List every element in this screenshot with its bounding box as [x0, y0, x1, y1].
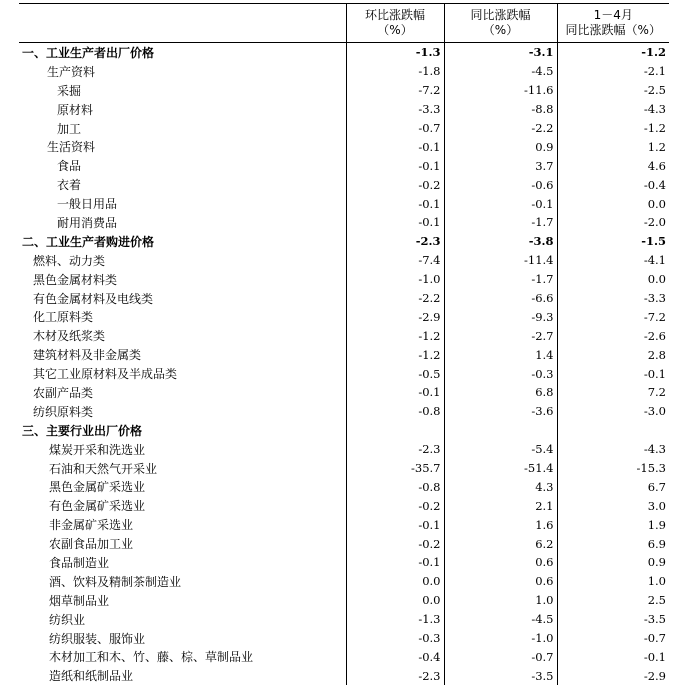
table-row	[19, 119, 669, 138]
yoy-value: -0.6	[444, 175, 557, 194]
header-yoy-unit: （%）	[482, 23, 519, 37]
row-label: 农副食品加工业	[49, 537, 134, 552]
ytd-value: -3.5	[557, 610, 669, 629]
yoy-value: 1.0	[444, 591, 557, 610]
row-label: 纺织服装、服饰业	[49, 631, 146, 646]
ytd-value: -1.2	[557, 43, 669, 62]
table-row	[19, 194, 669, 213]
ytd-value: 2.5	[557, 591, 669, 610]
table-row	[19, 175, 669, 194]
header-ytd-title: 同比涨跌幅（%）	[565, 23, 661, 37]
row-label: 农副产品类	[33, 385, 94, 400]
row-label: 食品制造业	[49, 555, 110, 570]
row-label: 原材料	[57, 102, 94, 117]
ytd-value: -0.1	[557, 364, 669, 383]
mom-value: -0.1	[346, 383, 444, 402]
table-row	[19, 232, 669, 251]
row-label: 纺织业	[49, 612, 86, 627]
table-row	[19, 534, 669, 553]
row-label: 造纸和纸制品业	[49, 669, 134, 684]
mom-value: -1.0	[346, 270, 444, 289]
ytd-value: -3.3	[557, 289, 669, 308]
yoy-value: -3.1	[444, 43, 557, 62]
table-row	[19, 553, 669, 572]
table-row	[19, 345, 669, 364]
header-ytd-period: 1－4月	[593, 8, 633, 22]
row-label: 黑色金属矿采选业	[49, 480, 146, 495]
row-label: 石油和天然气开采业	[49, 461, 158, 476]
row-label: 烟草制品业	[49, 593, 110, 608]
table-row	[19, 289, 669, 308]
ytd-value: 1.2	[557, 137, 669, 156]
row-label: 三、主要行业出厂价格	[22, 423, 143, 438]
table-row	[19, 572, 669, 591]
ytd-value: -0.1	[557, 648, 669, 667]
ytd-value: 0.0	[557, 270, 669, 289]
yoy-value: -1.0	[444, 629, 557, 648]
mom-value: -0.8	[346, 477, 444, 496]
mom-value: -2.3	[346, 440, 444, 459]
ytd-value: -2.1	[557, 62, 669, 81]
yoy-value: 1.6	[444, 515, 557, 534]
header-mom-unit: （%）	[377, 23, 413, 37]
mom-value: -0.2	[346, 534, 444, 553]
ytd-value: -0.4	[557, 175, 669, 194]
yoy-value: -1.7	[444, 270, 557, 289]
ytd-value: 6.9	[557, 534, 669, 553]
yoy-value: 2.1	[444, 496, 557, 515]
mom-value: -1.2	[346, 345, 444, 364]
yoy-value: -5.4	[444, 440, 557, 459]
ytd-value: 1.0	[557, 572, 669, 591]
yoy-value: -4.5	[444, 62, 557, 81]
row-label: 木材加工和木、竹、藤、棕、草制品业	[49, 650, 254, 665]
row-label: 衣着	[57, 178, 82, 193]
mom-value: -0.5	[346, 364, 444, 383]
row-label: 建筑材料及非金属类	[33, 348, 142, 363]
yoy-value: 4.3	[444, 477, 557, 496]
header-mom-change	[346, 4, 444, 43]
yoy-value: -8.8	[444, 100, 557, 119]
table-row	[19, 62, 669, 81]
mom-value: -0.1	[346, 515, 444, 534]
ytd-value: 6.7	[557, 477, 669, 496]
row-label: 有色金属矿采选业	[49, 499, 146, 514]
table-row	[19, 137, 669, 156]
mom-value: -1.2	[346, 326, 444, 345]
row-label: 燃料、动力类	[33, 253, 106, 268]
table-body	[19, 43, 669, 685]
table-row	[19, 326, 669, 345]
header-yoy-change	[444, 4, 557, 43]
mom-value: -7.2	[346, 81, 444, 100]
ytd-value: -4.3	[557, 100, 669, 119]
mom-value: -0.2	[346, 496, 444, 515]
table-row	[19, 610, 669, 629]
header-mom-title: 环比涨跌幅	[364, 8, 425, 22]
yoy-value: -2.7	[444, 326, 557, 345]
mom-value: -1.3	[346, 610, 444, 629]
yoy-value: -11.4	[444, 251, 557, 270]
table-row	[19, 383, 669, 402]
row-label: 木材及纸浆类	[33, 329, 106, 344]
row-label: 煤炭开采和洗选业	[49, 442, 146, 457]
yoy-value: -9.3	[444, 307, 557, 326]
table-row	[19, 364, 669, 383]
yoy-value: 3.7	[444, 156, 557, 175]
yoy-value: 1.4	[444, 345, 557, 364]
table-row	[19, 648, 669, 667]
ytd-value: -4.3	[557, 440, 669, 459]
ytd-value: -7.2	[557, 307, 669, 326]
mom-value: -2.3	[346, 666, 444, 685]
row-label: 纺织原料类	[33, 404, 94, 419]
row-label: 非金属矿采选业	[49, 518, 134, 533]
mom-value: -0.2	[346, 175, 444, 194]
yoy-value: -2.2	[444, 119, 557, 138]
table-row	[19, 440, 669, 459]
row-label: 生产资料	[47, 64, 96, 79]
ytd-value: 7.2	[557, 383, 669, 402]
table-row	[19, 477, 669, 496]
row-label: 一般日用品	[57, 197, 118, 212]
row-label: 黑色金属材料类	[33, 272, 118, 287]
table-row	[19, 459, 669, 478]
mom-value: -0.7	[346, 119, 444, 138]
table-row	[19, 421, 669, 440]
row-label: 食品	[57, 159, 82, 174]
table-row	[19, 515, 669, 534]
row-label: 采掘	[57, 83, 82, 98]
ytd-value: 3.0	[557, 496, 669, 515]
yoy-value	[444, 421, 557, 440]
ytd-value: 0.0	[557, 194, 669, 213]
ytd-value: -1.2	[557, 119, 669, 138]
table-row	[19, 629, 669, 648]
table-header-row	[19, 4, 669, 43]
ytd-value: -4.1	[557, 251, 669, 270]
mom-value: -0.8	[346, 402, 444, 421]
table-row	[19, 307, 669, 326]
ytd-value: 1.9	[557, 515, 669, 534]
mom-value: -2.2	[346, 289, 444, 308]
ytd-value: -2.5	[557, 81, 669, 100]
yoy-value: -0.1	[444, 194, 557, 213]
ytd-value: -2.6	[557, 326, 669, 345]
yoy-value: -3.5	[444, 666, 557, 685]
yoy-value: 0.6	[444, 553, 557, 572]
mom-value: -0.1	[346, 156, 444, 175]
mom-value	[346, 421, 444, 440]
row-label: 一、工业生产者出厂价格	[19, 43, 346, 62]
ytd-value	[557, 421, 669, 440]
yoy-value: -0.7	[444, 648, 557, 667]
ytd-value: 4.6	[557, 156, 669, 175]
row-label: 加工	[57, 121, 82, 136]
yoy-value: 0.9	[444, 137, 557, 156]
header-ytd-change	[557, 4, 669, 43]
yoy-value: 6.2	[444, 534, 557, 553]
mom-value: -0.1	[346, 213, 444, 232]
yoy-value: -1.7	[444, 213, 557, 232]
table-row	[19, 402, 669, 421]
ytd-value: -3.0	[557, 402, 669, 421]
row-label: 酒、饮料及精制茶制造业	[49, 574, 182, 589]
ytd-value: -1.5	[557, 232, 669, 251]
table-row	[19, 81, 669, 100]
row-label: 有色金属材料及电线类	[33, 291, 154, 306]
yoy-value: 0.6	[444, 572, 557, 591]
price-index-table	[19, 3, 669, 685]
ytd-value: 2.8	[557, 345, 669, 364]
header-label-column	[19, 4, 346, 43]
row-label: 生活资料	[47, 140, 96, 155]
mom-value: -0.4	[346, 648, 444, 667]
mom-value: -3.3	[346, 100, 444, 119]
mom-value: -7.4	[346, 251, 444, 270]
yoy-value: 6.8	[444, 383, 557, 402]
mom-value: -2.3	[346, 232, 444, 251]
mom-value: -0.1	[346, 137, 444, 156]
row-label: 其它工业原材料及半成品类	[33, 367, 178, 382]
table-row	[19, 666, 669, 685]
mom-value: -0.1	[346, 194, 444, 213]
mom-value: -35.7	[346, 459, 444, 478]
table-row	[19, 496, 669, 515]
header-yoy-title: 同比涨跌幅	[470, 8, 531, 22]
table-row	[19, 156, 669, 175]
ytd-value: 0.9	[557, 553, 669, 572]
yoy-value: -6.6	[444, 289, 557, 308]
ytd-value: -2.0	[557, 213, 669, 232]
table-row	[19, 591, 669, 610]
yoy-value: -4.5	[444, 610, 557, 629]
yoy-value: -0.3	[444, 364, 557, 383]
mom-value: -1.3	[346, 43, 444, 62]
row-label: 二、工业生产者购进价格	[22, 234, 155, 249]
mom-value: -1.8	[346, 62, 444, 81]
mom-value: -2.9	[346, 307, 444, 326]
yoy-value: -11.6	[444, 81, 557, 100]
mom-value: -0.3	[346, 629, 444, 648]
mom-value: -0.1	[346, 553, 444, 572]
yoy-value: -3.6	[444, 402, 557, 421]
table-row	[19, 270, 669, 289]
ytd-value: -15.3	[557, 459, 669, 478]
yoy-value: -51.4	[444, 459, 557, 478]
table-row	[19, 100, 669, 119]
table-row	[19, 251, 669, 270]
ytd-value: -2.9	[557, 666, 669, 685]
mom-value: 0.0	[346, 591, 444, 610]
row-label: 化工原料类	[33, 310, 94, 325]
table-row	[19, 213, 669, 232]
row-label: 耐用消费品	[57, 215, 118, 230]
mom-value: 0.0	[346, 572, 444, 591]
yoy-value: -3.8	[444, 232, 557, 251]
ytd-value: -0.7	[557, 629, 669, 648]
table-row	[19, 43, 669, 62]
